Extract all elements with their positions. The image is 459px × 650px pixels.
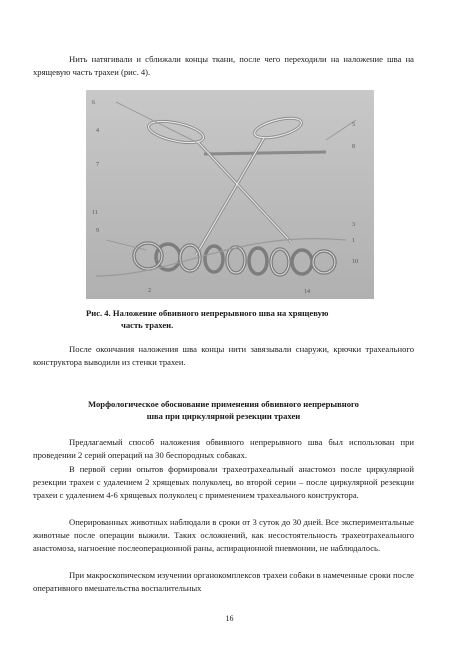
- figure-label: 4: [96, 128, 99, 134]
- figure-caption: [86, 307, 406, 331]
- figure-label: 6: [92, 100, 95, 106]
- caption-line-2: часть трахеи.: [121, 320, 174, 330]
- figure-label: 3: [352, 222, 355, 228]
- heading-line-2: шва при циркулярной резекции трахеи: [146, 411, 301, 421]
- paragraph-intro: Нить натягивали и сближали концы ткани, после чего переходили на наложение шва на хрящевую часть трахеи (рис. 4).: [33, 54, 414, 78]
- paragraph-after-suture: После окончания наложения шва концы нити завязывали снаружи, крючки трахеального конструктора выводили из стенки трахеи.: [33, 344, 414, 368]
- suture-illustration: [86, 90, 374, 299]
- paragraph-method: Предлагаемый способ наложения обвивного непрерывного шва был использован при проведении 2 серий операций на 30 беспородных собаках.: [33, 437, 414, 461]
- figure-suture-photo: [86, 90, 374, 299]
- figure-label: 8: [352, 144, 355, 150]
- caption-line-1: Рис. 4. Наложение обвивного непрерывного шва на хрящевую: [86, 308, 329, 318]
- paragraph-observation: Оперированных животных наблюдали в сроки от 3 суток до 30 дней. Все экспериментальные животные после операции выжили. Таких осложнений, как несостоятельность трахеотрахеального анастомоза, нагноение послеоперационной раны, аспирационной пневмонии, не наблюдалось.: [33, 517, 414, 554]
- figure-label: 1: [352, 238, 355, 244]
- figure-label: 14: [304, 289, 310, 295]
- figure-label: 2: [148, 288, 151, 294]
- figure-label: 5: [352, 122, 355, 128]
- paragraph-series: В первой серии опытов формировали трахеотрахеальный анастомоз после циркулярной резекции трахеи с удалением 2 хрящевых полуколец, во второй серии – после циркулярной резекции трахеи с удалением 4-6 хрящевых полуколец с применением трахеального конструктора.: [33, 464, 414, 501]
- section-heading: [33, 398, 414, 422]
- heading-line-1: Морфологическое обоснование применения обвивного непрерывного: [88, 399, 359, 409]
- page-number: 16: [225, 614, 234, 623]
- figure-label: 11: [92, 210, 98, 216]
- figure-label: 10: [352, 259, 358, 265]
- figure-label: 9: [96, 228, 99, 234]
- figure-label: 7: [96, 162, 99, 168]
- paragraph-macroscopic: При макроскопическом изучении органокомплексов трахеи собаки в намеченные сроки после оперативного вмешательства воспалительных: [33, 570, 414, 594]
